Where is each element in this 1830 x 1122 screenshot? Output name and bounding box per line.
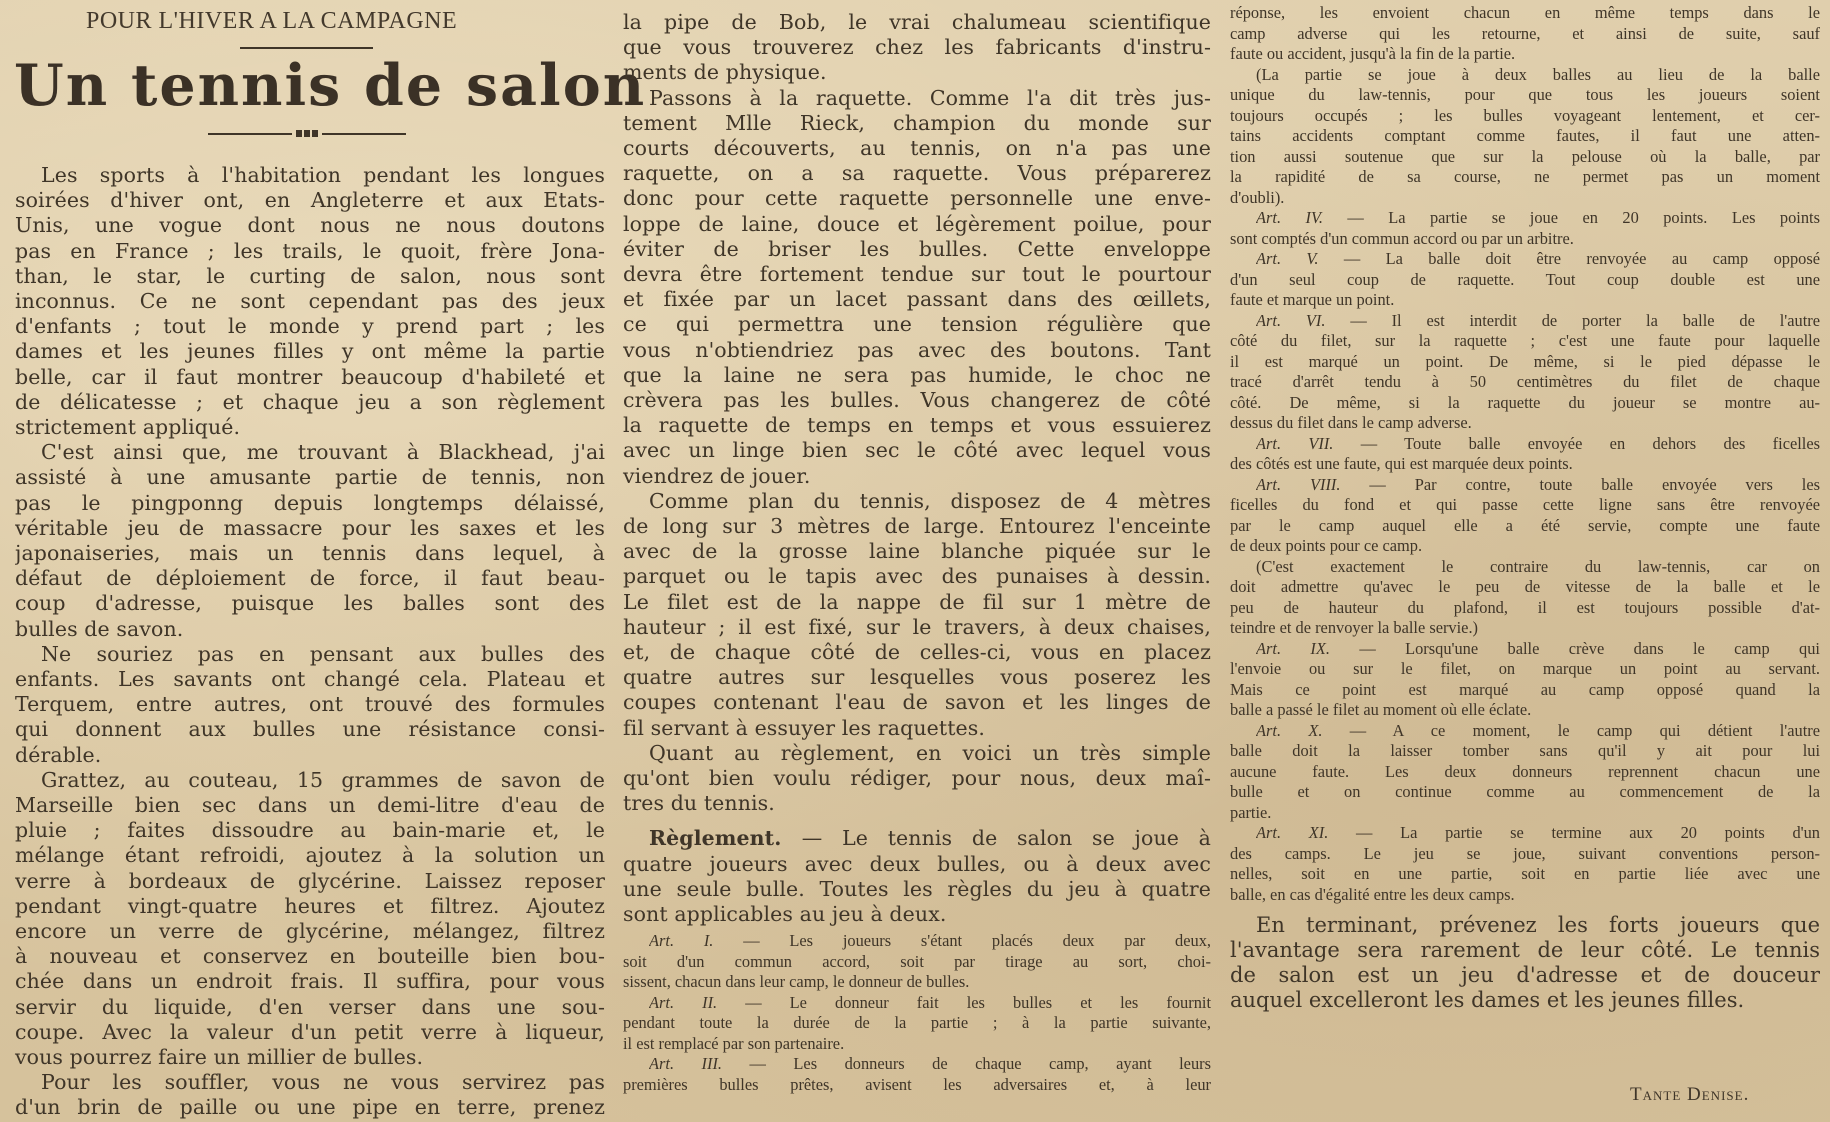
line-text: — La partie se joue en 20 points. Les points bbox=[1347, 208, 1820, 227]
text-line bbox=[649, 931, 1211, 951]
line-text: une seule bulle. Toutes les règles du jeu à quatre bbox=[623, 876, 1211, 901]
line-text: quatre autres sur lesquelles vous poserez les bbox=[623, 665, 1211, 690]
text-line bbox=[623, 590, 1211, 615]
text-line bbox=[1230, 393, 1820, 413]
text-line bbox=[623, 212, 1211, 237]
text-line bbox=[623, 413, 1211, 438]
article-label: Art. II. bbox=[649, 992, 746, 1012]
line-text: balle a passé le filet au moment où elle éclate. bbox=[1230, 700, 1532, 719]
text-line bbox=[1230, 659, 1820, 679]
line-text: — Toute balle envoyée en dehors des ficelles bbox=[1360, 433, 1820, 453]
line-text: avec de la grosse laine blanche piquée sur le bbox=[623, 539, 1211, 564]
text-line bbox=[15, 793, 605, 818]
line-text: la raquette de temps en temps et vous essuierez bbox=[623, 413, 1211, 438]
article-label: Art. VIII. bbox=[1256, 474, 1370, 494]
line-text: quatre joueurs avec deux bulles, ou à deux avec bbox=[623, 851, 1211, 876]
line-text: toujours occupés ; les bulles voyageant lentement, et cer- bbox=[1230, 105, 1820, 125]
text-line bbox=[1230, 147, 1820, 167]
text-line bbox=[623, 640, 1211, 665]
text-line bbox=[623, 564, 1211, 589]
text-line bbox=[623, 438, 1211, 463]
text-line bbox=[41, 642, 605, 667]
line-text: balle, en cas d'égalité entre les deux camps. bbox=[1230, 884, 1515, 904]
line-text: — La partie se termine aux 20 points d'un bbox=[1356, 823, 1820, 842]
text-line bbox=[1230, 126, 1820, 146]
line-text: sissent, chacun dans leur camp, le donneur de bulles. bbox=[623, 972, 970, 992]
line-text: teindre et de renvoyer la balle servie.) bbox=[1230, 618, 1479, 637]
text-line bbox=[623, 262, 1211, 287]
text-line bbox=[623, 186, 1211, 211]
text-line bbox=[1230, 106, 1820, 126]
article-label: Art. VI. bbox=[1256, 310, 1351, 330]
line-text: japonaiseries, mais un tennis dans lequel, à bbox=[15, 541, 605, 565]
line-text: En terminant, prévenez les forts joueurs que bbox=[1256, 913, 1820, 937]
text-line bbox=[1230, 885, 1820, 905]
text-line bbox=[1230, 331, 1820, 351]
text-line bbox=[15, 944, 605, 969]
text-line bbox=[15, 843, 605, 868]
line-text: pluie ; faites dissoudre au bain-marie et, le bbox=[15, 818, 605, 843]
line-text: qui donnent aux bulles une résistance consi- bbox=[15, 717, 605, 742]
line-text: doit admettre qu'avec le peu de vitesse de la balle et le bbox=[1230, 577, 1820, 596]
line-text: coupes contenant l'eau de savon et les linges de bbox=[623, 690, 1211, 715]
text-line bbox=[623, 690, 1211, 715]
text-line bbox=[15, 919, 605, 944]
line-text: strictement appliqué. bbox=[15, 415, 241, 439]
line-text: inconnus. Ce ne sont cependant pas des jeux bbox=[15, 289, 605, 313]
text-line bbox=[1230, 229, 1820, 249]
text-line bbox=[623, 615, 1211, 640]
line-text: d'oubli). bbox=[1230, 187, 1285, 207]
line-text: encore un verre de glycérine, mélangez, filtrez bbox=[15, 919, 605, 943]
text-line bbox=[15, 1095, 605, 1120]
text-line bbox=[15, 541, 605, 566]
text-line bbox=[623, 464, 1211, 488]
line-text: dérable. bbox=[15, 742, 102, 767]
line-text: défaut de déploiement de force, il faut beau- bbox=[15, 566, 605, 591]
text-line bbox=[15, 415, 605, 439]
article-label: Art. XI. bbox=[1256, 823, 1357, 842]
line-text: d'un seul coup de raquette. Tout coup double est une bbox=[1230, 269, 1820, 289]
line-text: des côtés est une faute, qui est marquée deux points. bbox=[1230, 454, 1573, 473]
text-line bbox=[41, 440, 605, 465]
line-text: — Les joueurs s'étant placés deux par deux, bbox=[743, 931, 1211, 951]
text-line bbox=[15, 995, 605, 1020]
line-text: devra être fortement tendue sur tout le pourtour bbox=[623, 262, 1211, 286]
line-text: camp adverse qui les retourne, et ainsi de suite, sauf bbox=[1230, 23, 1820, 43]
line-text: des camps. Le jeu se joue, suivant conventions person- bbox=[1230, 843, 1820, 863]
line-text: il est remplacé par son partenaire. bbox=[623, 1033, 845, 1053]
text-line bbox=[1230, 782, 1820, 802]
line-text: chée dans un endroit frais. Il suffira, pour vous bbox=[15, 969, 605, 994]
line-text: pendant toute la durée de la partie ; à la partie suivante, bbox=[623, 1013, 1211, 1033]
text-line bbox=[623, 312, 1211, 337]
line-text: Comme plan du tennis, disposez de 4 mètres bbox=[649, 488, 1211, 513]
text-line bbox=[15, 213, 605, 238]
text-line bbox=[15, 465, 605, 490]
text-line bbox=[15, 667, 605, 692]
reglement-label: Règlement. bbox=[649, 826, 802, 851]
text-line bbox=[15, 264, 605, 289]
line-text: Marseille bien sec dans un demi-litre d'eau de bbox=[15, 793, 605, 817]
line-text: peu de hauteur du plafond, il est toujours possible d'at- bbox=[1230, 597, 1820, 617]
line-text: than, le star, le curting de salon, nous sont bbox=[15, 263, 605, 288]
text-line bbox=[1230, 44, 1820, 64]
text-line bbox=[623, 10, 1211, 35]
line-text: Unis, une vogue dont nous ne nous doutons bbox=[15, 213, 605, 238]
line-text: premières bulles prêtes, avisent les adversaires et, à leur bbox=[623, 1074, 1211, 1094]
line-text: assisté à une amusante partie de tennis, non bbox=[15, 465, 605, 490]
text-line bbox=[1256, 311, 1820, 331]
line-text: qu'ont bien voulu rédiger, pour nous, deux maî- bbox=[623, 766, 1211, 790]
text-line bbox=[15, 339, 605, 364]
text-line bbox=[1230, 963, 1820, 988]
text-line bbox=[1230, 24, 1820, 44]
text-line bbox=[623, 1013, 1211, 1033]
text-line bbox=[1230, 700, 1820, 720]
text-line bbox=[15, 1045, 605, 1069]
line-text: dessus du filet dans le camp adverse. bbox=[1230, 413, 1472, 432]
line-text: de délicatesse ; et chaque jeu a son règlement bbox=[15, 389, 605, 414]
line-text: viendrez de jouer. bbox=[623, 463, 811, 488]
article-label: Art. V. bbox=[1256, 249, 1344, 268]
line-text: il est marqué un point. De même, si le pied dépasse le bbox=[1230, 351, 1820, 371]
text-line bbox=[623, 1075, 1211, 1095]
line-text: sont applicables au jeu à deux. bbox=[623, 902, 947, 926]
text-line bbox=[1230, 188, 1820, 208]
text-line bbox=[1256, 721, 1820, 741]
text-line bbox=[1256, 913, 1820, 938]
author-signature: Tante Denise. bbox=[1630, 1084, 1750, 1105]
text-line bbox=[15, 969, 605, 994]
text-line bbox=[1230, 167, 1820, 187]
line-text: vous pourrez faire un millier de bulles. bbox=[15, 1045, 424, 1069]
line-text: par le camp auquel elle a été servie, compte une faute bbox=[1230, 515, 1820, 535]
text-line bbox=[1230, 270, 1820, 290]
line-text: vous n'obtiendriez pas avec des boutons. Tant bbox=[623, 337, 1211, 362]
line-text: bulle et on continue comme au commencement de la bbox=[1230, 782, 1820, 801]
text-line bbox=[15, 1020, 605, 1045]
text-line bbox=[1230, 352, 1820, 372]
text-line bbox=[1256, 475, 1820, 495]
text-line bbox=[1230, 577, 1820, 597]
text-line bbox=[41, 1070, 605, 1095]
line-text: — Le tennis de salon se joue à bbox=[801, 826, 1211, 851]
text-line bbox=[15, 239, 605, 264]
line-text: Quant au règlement, en voici un très simple bbox=[649, 740, 1211, 765]
line-text: Mais ce point est marqué au camp opposé quand la bbox=[1230, 679, 1820, 699]
line-text: verre à bordeaux de glycérine. Laissez reposer bbox=[15, 868, 605, 893]
article-label: Art. X. bbox=[1256, 720, 1350, 740]
text-line bbox=[1256, 65, 1820, 85]
text-line bbox=[623, 791, 1211, 815]
line-text: bulles de savon. bbox=[15, 616, 184, 641]
text-line bbox=[1256, 208, 1820, 228]
text-line bbox=[623, 136, 1211, 161]
text-line bbox=[15, 717, 605, 742]
text-line bbox=[623, 852, 1211, 877]
line-text: pendant vingt-quatre heures et filtrez. Ajoutez bbox=[15, 893, 605, 918]
line-text: Ne souriez pas en pensant aux bulles des bbox=[41, 641, 605, 666]
text-line bbox=[1230, 741, 1820, 761]
text-line bbox=[649, 1054, 1211, 1074]
line-text: loppe de laine, douce et légèrement poilue, pour bbox=[623, 211, 1211, 236]
line-text: que vous trouverez chez les fabricants d'instru- bbox=[623, 35, 1211, 60]
line-text: l'avantage sera rarement de leur côté. Le tennis bbox=[1230, 938, 1820, 962]
line-text: Les sports à l'habitation pendant les longues bbox=[41, 163, 605, 187]
text-line bbox=[15, 818, 605, 843]
line-text: tracé d'arrêt tendu à 50 centimètres du filet de chaque bbox=[1230, 372, 1820, 391]
text-line bbox=[1230, 454, 1820, 474]
line-text: côté. De même, si la raquette du joueur se montre au- bbox=[1230, 392, 1820, 412]
text-line bbox=[15, 617, 605, 641]
line-text: coupe. Avec la valeur d'un petit verre à liqueur, bbox=[15, 1019, 605, 1044]
line-text: faute et marque un point. bbox=[1230, 290, 1395, 309]
line-text: raquette, on a sa raquette. Vous préparerez bbox=[623, 161, 1211, 186]
line-text: (C'est exactement le contraire du law-tennis, car on bbox=[1256, 556, 1820, 576]
line-text: Passons à la raquette. Comme l'a dit très jus- bbox=[649, 85, 1211, 110]
text-line bbox=[623, 539, 1211, 564]
line-text: la pipe de Bob, le vrai chalumeau scientifique bbox=[623, 10, 1211, 34]
line-text: Pour les souffler, vous ne vous servirez pas bbox=[41, 1070, 605, 1095]
line-text: ments de physique. bbox=[623, 60, 827, 85]
line-text: de salon est un jeu d'adresse et de douceur bbox=[1230, 963, 1820, 987]
text-line bbox=[1230, 372, 1820, 392]
text-line bbox=[1230, 290, 1820, 310]
line-text: unique du law-tennis, pour que tous les joueurs soient bbox=[1230, 85, 1820, 104]
line-text: de deux points pour ce camp. bbox=[1230, 536, 1423, 555]
text-line bbox=[15, 869, 605, 894]
line-text: hauteur ; il est fixé, sur le travers, à deux chaises, bbox=[623, 614, 1211, 639]
article-label: Art. IV. bbox=[1256, 208, 1348, 227]
text-line bbox=[15, 591, 605, 616]
line-text: éviter de briser les bulles. Cette enveloppe bbox=[623, 236, 1211, 261]
text-line bbox=[649, 741, 1211, 766]
text-line bbox=[649, 826, 1211, 851]
line-text: ce qui permettra une tension régulière que bbox=[623, 312, 1211, 337]
article-label: Art. I. bbox=[649, 931, 744, 951]
text-line bbox=[623, 287, 1211, 312]
line-text: avec un linge bien sec le côté avec lequel vous bbox=[623, 438, 1211, 463]
text-line bbox=[1230, 762, 1820, 782]
text-line bbox=[623, 972, 1211, 992]
text-line bbox=[649, 489, 1211, 514]
article-label: Art. IX. bbox=[1256, 638, 1360, 658]
article-label: Art. III. bbox=[649, 1054, 750, 1074]
ornament-divider bbox=[208, 128, 406, 140]
text-line bbox=[1256, 434, 1820, 454]
text-line bbox=[1230, 495, 1820, 515]
text-line bbox=[1230, 844, 1820, 864]
line-text: auquel excelleront les dames et les jeunes filles. bbox=[1230, 988, 1745, 1012]
line-text: tains accidents comptant comme fautes, il faut une atten- bbox=[1230, 126, 1820, 145]
line-text: la rapidité de sa course, ne permet pas un moment bbox=[1230, 167, 1820, 186]
text-line bbox=[649, 993, 1211, 1013]
text-line bbox=[1256, 823, 1820, 843]
line-text: faute ou accident, jusqu'à la fin de la partie. bbox=[1230, 44, 1516, 63]
line-text: que la laine ne sera pas humide, le choc ne bbox=[623, 362, 1211, 387]
text-line bbox=[15, 516, 605, 541]
text-line bbox=[623, 388, 1211, 413]
line-text: sont comptés d'un commun accord ou par un arbitre. bbox=[1230, 228, 1574, 248]
line-text: coup d'adresse, puisque les balles sont des bbox=[15, 591, 605, 616]
line-text: Le filet est de la nappe de fil sur 1 mètre de bbox=[623, 589, 1211, 614]
text-line bbox=[15, 894, 605, 919]
line-text: balle doit la laisser tomber sans qu'il y ait pour lui bbox=[1230, 741, 1820, 760]
line-text: et, de chaque côté de celles-ci, vous en placez bbox=[623, 640, 1211, 664]
line-text: réponse, les envoient chacun en même temps dans le bbox=[1230, 3, 1820, 22]
text-line bbox=[623, 514, 1211, 539]
text-line bbox=[1230, 516, 1820, 536]
line-text: — Lorsqu'une balle crève dans le camp qui bbox=[1359, 638, 1820, 658]
line-text: véritable jeu de massacre pour les saxes et les bbox=[15, 515, 605, 540]
line-text: — Par contre, toute balle envoyée vers les bbox=[1369, 474, 1820, 494]
text-line bbox=[623, 1034, 1211, 1054]
line-text: (La partie se joue à deux balles au lieu de la balle bbox=[1256, 64, 1820, 84]
text-line bbox=[623, 60, 1211, 84]
line-text: mélange étant refroidi, ajoutez à la solution un bbox=[15, 843, 605, 868]
line-text: de long sur 3 mètres de large. Entourez l'enceinte bbox=[623, 514, 1211, 538]
line-text: Terquem, entre autres, ont trouvé des formules bbox=[15, 692, 605, 717]
text-line bbox=[623, 35, 1211, 60]
text-line bbox=[1256, 557, 1820, 577]
text-line bbox=[1230, 3, 1820, 23]
headline: Un tennis de salon bbox=[14, 52, 647, 119]
text-line bbox=[1230, 803, 1820, 823]
line-text: pas le pingponng depuis longtemps délaissé, bbox=[15, 490, 605, 515]
line-text: d'un brin de paille ou une pipe en terre, prenez bbox=[15, 1095, 605, 1120]
line-text: donc pour cette raquette personnelle une enve- bbox=[623, 186, 1211, 211]
line-text: tres du tennis. bbox=[623, 791, 775, 816]
line-text: servir du liquide, d'en verser dans une sou- bbox=[15, 994, 605, 1019]
text-line bbox=[623, 877, 1211, 902]
text-line bbox=[41, 163, 605, 188]
line-text: pas en France ; les trails, le quoit, frère Jona- bbox=[15, 238, 605, 263]
text-line bbox=[623, 111, 1211, 136]
line-text: belle, car il faut montrer beaucoup d'habileté et bbox=[15, 364, 605, 389]
kicker-rule bbox=[240, 47, 373, 49]
text-line bbox=[1230, 618, 1820, 638]
line-text: nelles, soit en une partie, soit en partie liée avec une bbox=[1230, 864, 1820, 883]
line-text: aucune faute. Les deux donneurs reprennent chacun une bbox=[1230, 761, 1820, 781]
line-text: soirées d'hiver ont, en Angleterre et aux Etats- bbox=[15, 188, 605, 213]
line-text: fil servant à essuyer les raquettes. bbox=[623, 715, 986, 740]
text-line bbox=[15, 365, 605, 390]
text-line bbox=[623, 161, 1211, 186]
line-text: crèvera pas les bulles. Vous changerez de côté bbox=[623, 388, 1211, 412]
line-text: — La balle doit être renvoyée au camp opposé bbox=[1343, 249, 1820, 268]
text-line bbox=[1230, 598, 1820, 618]
line-text: partie. bbox=[1230, 802, 1272, 822]
line-text: l'envoie ou sur le filet, on marque un point au servant. bbox=[1230, 659, 1820, 678]
text-line bbox=[41, 768, 605, 793]
line-text: — Les donneurs de chaque camp, ayant leurs bbox=[749, 1054, 1211, 1074]
text-line bbox=[15, 743, 605, 767]
text-line bbox=[623, 665, 1211, 690]
line-text: enfants. Les savants ont changé cela. Plateau et bbox=[15, 667, 605, 691]
text-line bbox=[15, 314, 605, 339]
text-line bbox=[1230, 680, 1820, 700]
line-text: — Il est interdit de porter la balle de l'autre bbox=[1350, 310, 1820, 330]
line-text: ficelles du fond et qui passe cette ligne sans être renvoyée bbox=[1230, 495, 1820, 514]
text-line bbox=[1230, 413, 1820, 433]
article-label: Art. VII. bbox=[1256, 433, 1361, 453]
text-line bbox=[15, 692, 605, 717]
text-line bbox=[15, 566, 605, 591]
text-line bbox=[623, 363, 1211, 388]
line-text: soit d'un commun accord, soit par tirage au sort, choi- bbox=[623, 951, 1211, 971]
text-line bbox=[1256, 249, 1820, 269]
line-text: parquet ou le tapis avec des punaises à dessin. bbox=[623, 564, 1211, 589]
line-text: — Le donneur fait les bulles et les fournit bbox=[745, 992, 1211, 1012]
text-line bbox=[649, 86, 1211, 111]
text-line bbox=[1230, 85, 1820, 105]
line-text: d'enfants ; tout le monde y prend part ; les bbox=[15, 314, 605, 339]
line-text: et fixée par un lacet passant dans des œillets, bbox=[623, 287, 1211, 312]
line-text: Grattez, au couteau, 15 grammes de savon de bbox=[41, 767, 605, 792]
line-text: côté du filet, sur la raquette ; c'est une faute pour laquelle bbox=[1230, 331, 1820, 350]
text-line bbox=[623, 766, 1211, 791]
text-line bbox=[15, 390, 605, 415]
line-text: tement Mlle Rieck, champion du monde sur bbox=[623, 110, 1211, 135]
text-line bbox=[15, 289, 605, 314]
line-text: C'est ainsi que, me trouvant à Blackhead, j'ai bbox=[41, 440, 605, 465]
text-line bbox=[623, 237, 1211, 262]
line-text: dames et les jeunes filles y ont même la partie bbox=[15, 339, 605, 364]
line-text: à nouveau et conservez en bouteille bien bou- bbox=[15, 944, 605, 969]
text-line bbox=[1230, 864, 1820, 884]
text-line bbox=[1230, 536, 1820, 556]
line-text: tion aussi soutenue que sur la pelouse où la balle, par bbox=[1230, 146, 1820, 166]
text-line bbox=[1230, 988, 1820, 1012]
text-line bbox=[623, 902, 1211, 926]
text-line bbox=[1256, 639, 1820, 659]
text-line bbox=[623, 716, 1211, 740]
text-line bbox=[1230, 938, 1820, 963]
text-line bbox=[15, 188, 605, 213]
text-line bbox=[623, 338, 1211, 363]
line-text: — A ce moment, le camp qui détient l'autre bbox=[1349, 720, 1820, 740]
text-line bbox=[15, 491, 605, 516]
text-line bbox=[623, 952, 1211, 972]
line-text: courts découverts, au tennis, on n'a pas une bbox=[623, 136, 1211, 160]
section-kicker: POUR L'HIVER A LA CAMPAGNE bbox=[86, 8, 458, 34]
